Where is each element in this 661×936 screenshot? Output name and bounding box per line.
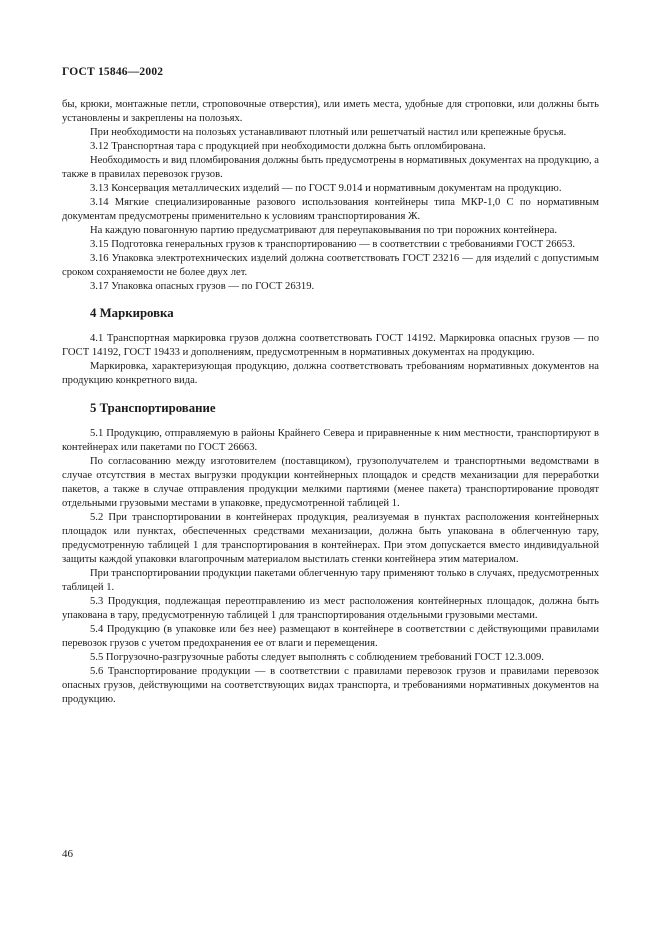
paragraph: На каждую повагонную партию предусматривают для переупаковывания по три порожних контейнера. (90, 225, 557, 236)
paragraph-3-12: 3.12 Транспортная тара с продукцией при необходимости должна быть опломбирована. (90, 141, 486, 152)
paragraph: По согласованию между изготовителем (поставщиком), грузополучателем и транспортными ведомствами в случае отсутствия в местах выгрузки продукции контейнерных площадок и средств механизации для переработки пакетов, а также в случае отправления продукции мелкими партиями (менее пакета) транспортирование проводят отдельными грузовыми местами в упаковке, предусмотренной таблицей 1. (62, 456, 599, 509)
paragraph-5-4: 5.4 Продукцию (в упаковке или без нее) размещают в контейнере в соответствии с действующими правилами перевозок грузов с учетом предохранения ее от влаги и перемещения. (62, 624, 599, 649)
section-5-title: 5 Транспортирование (90, 401, 216, 415)
paragraph-5-3: 5.3 Продукция, подлежащая переотправлению из мест расположения контейнерных площадок, должна быть упакована в тару, предусмотренную таблицей 1 для транспортирования отдельными грузовыми местами. (62, 596, 599, 621)
paragraph: При транспортировании продукции пакетами облегченную тару применяют только в случаях, предусмотренных таблицей 1. (62, 568, 599, 593)
page-body (62, 98, 599, 707)
paragraph-continuation: бы, крюки, монтажные петли, строповочные отверстия), или иметь места, удобные для строповки, или должны быть установлены и закреплены на полозьях. (62, 99, 599, 124)
paragraph-3-15: 3.15 Подготовка генеральных грузов к транспортированию — в соответствии с требованиями ГОСТ 26653. (90, 239, 576, 250)
paragraph-3-14: 3.14 Мягкие специализированные разового использования контейнеры типа МКР-1,0 С по нормативным документам предусмотрены применительно к условиям транспортирования Ж. (62, 197, 599, 222)
document-header: ГОСТ 15846—2002 (62, 66, 164, 78)
paragraph-4-1: 4.1 Транспортная маркировка грузов должна соответствовать ГОСТ 14192. Маркировка опасных грузов — по ГОСТ 14192, ГОСТ 19433 и дополнениям, предусмотренным в нормативных документах на продукцию. (62, 333, 599, 358)
paragraph-3-13: 3.13 Консервация металлических изделий — по ГОСТ 9.014 и нормативным документам на продукцию. (90, 183, 562, 194)
page-number: 46 (62, 848, 73, 860)
section-4-title: 4 Маркировка (90, 306, 174, 320)
paragraph-5-2: 5.2 При транспортировании в контейнерах продукция, реализуемая в пунктах расположения контейнерных площадок или пунктах, обеспеченных средствами механизации, должна быть упакована в облегченную тару, предусмотренную таблицей 1 для транспортирования в контейнерах. При этом допускается вместо индивидуальной защиты каждой упаковки влагопрочным материалом выстилать стенки контейнера этим материалом. (62, 512, 599, 565)
paragraph: Маркировка, характеризующая продукцию, должна соответствовать требованиям нормативных документов на продукцию конкретного вида. (62, 361, 599, 386)
paragraph: При необходимости на полозьях устанавливают плотный или решетчатый настил или крепежные брусья. (90, 127, 567, 138)
paragraph-3-17: 3.17 Упаковка опасных грузов — по ГОСТ 26319. (90, 281, 315, 292)
paragraph-3-16: 3.16 Упаковка электротехнических изделий должна соответствовать ГОСТ 23216 — для изделий с допустимым сроком сохраняемости не более двух лет. (62, 253, 599, 278)
paragraph-5-1: 5.1 Продукцию, отправляемую в районы Крайнего Севера и приравненные к ним местности, транспортируют в контейнерах или пакетами по ГОСТ 26663. (62, 428, 599, 453)
paragraph: Необходимость и вид пломбирования должны быть предусмотрены в нормативных документах на продукцию, а также в правилах перевозок грузов. (62, 155, 599, 180)
paragraph-5-5: 5.5 Погрузочно-разгрузочные работы следует выполнять с соблюдением требований ГОСТ 12.3.009. (90, 652, 544, 663)
paragraph-5-6: 5.6 Транспортирование продукции — в соответствии с правилами перевозок грузов и правилами перевозок опасных грузов, действующими на соответствующих видах транспорта, и требованиями нормативных документов на продукцию. (62, 666, 599, 705)
